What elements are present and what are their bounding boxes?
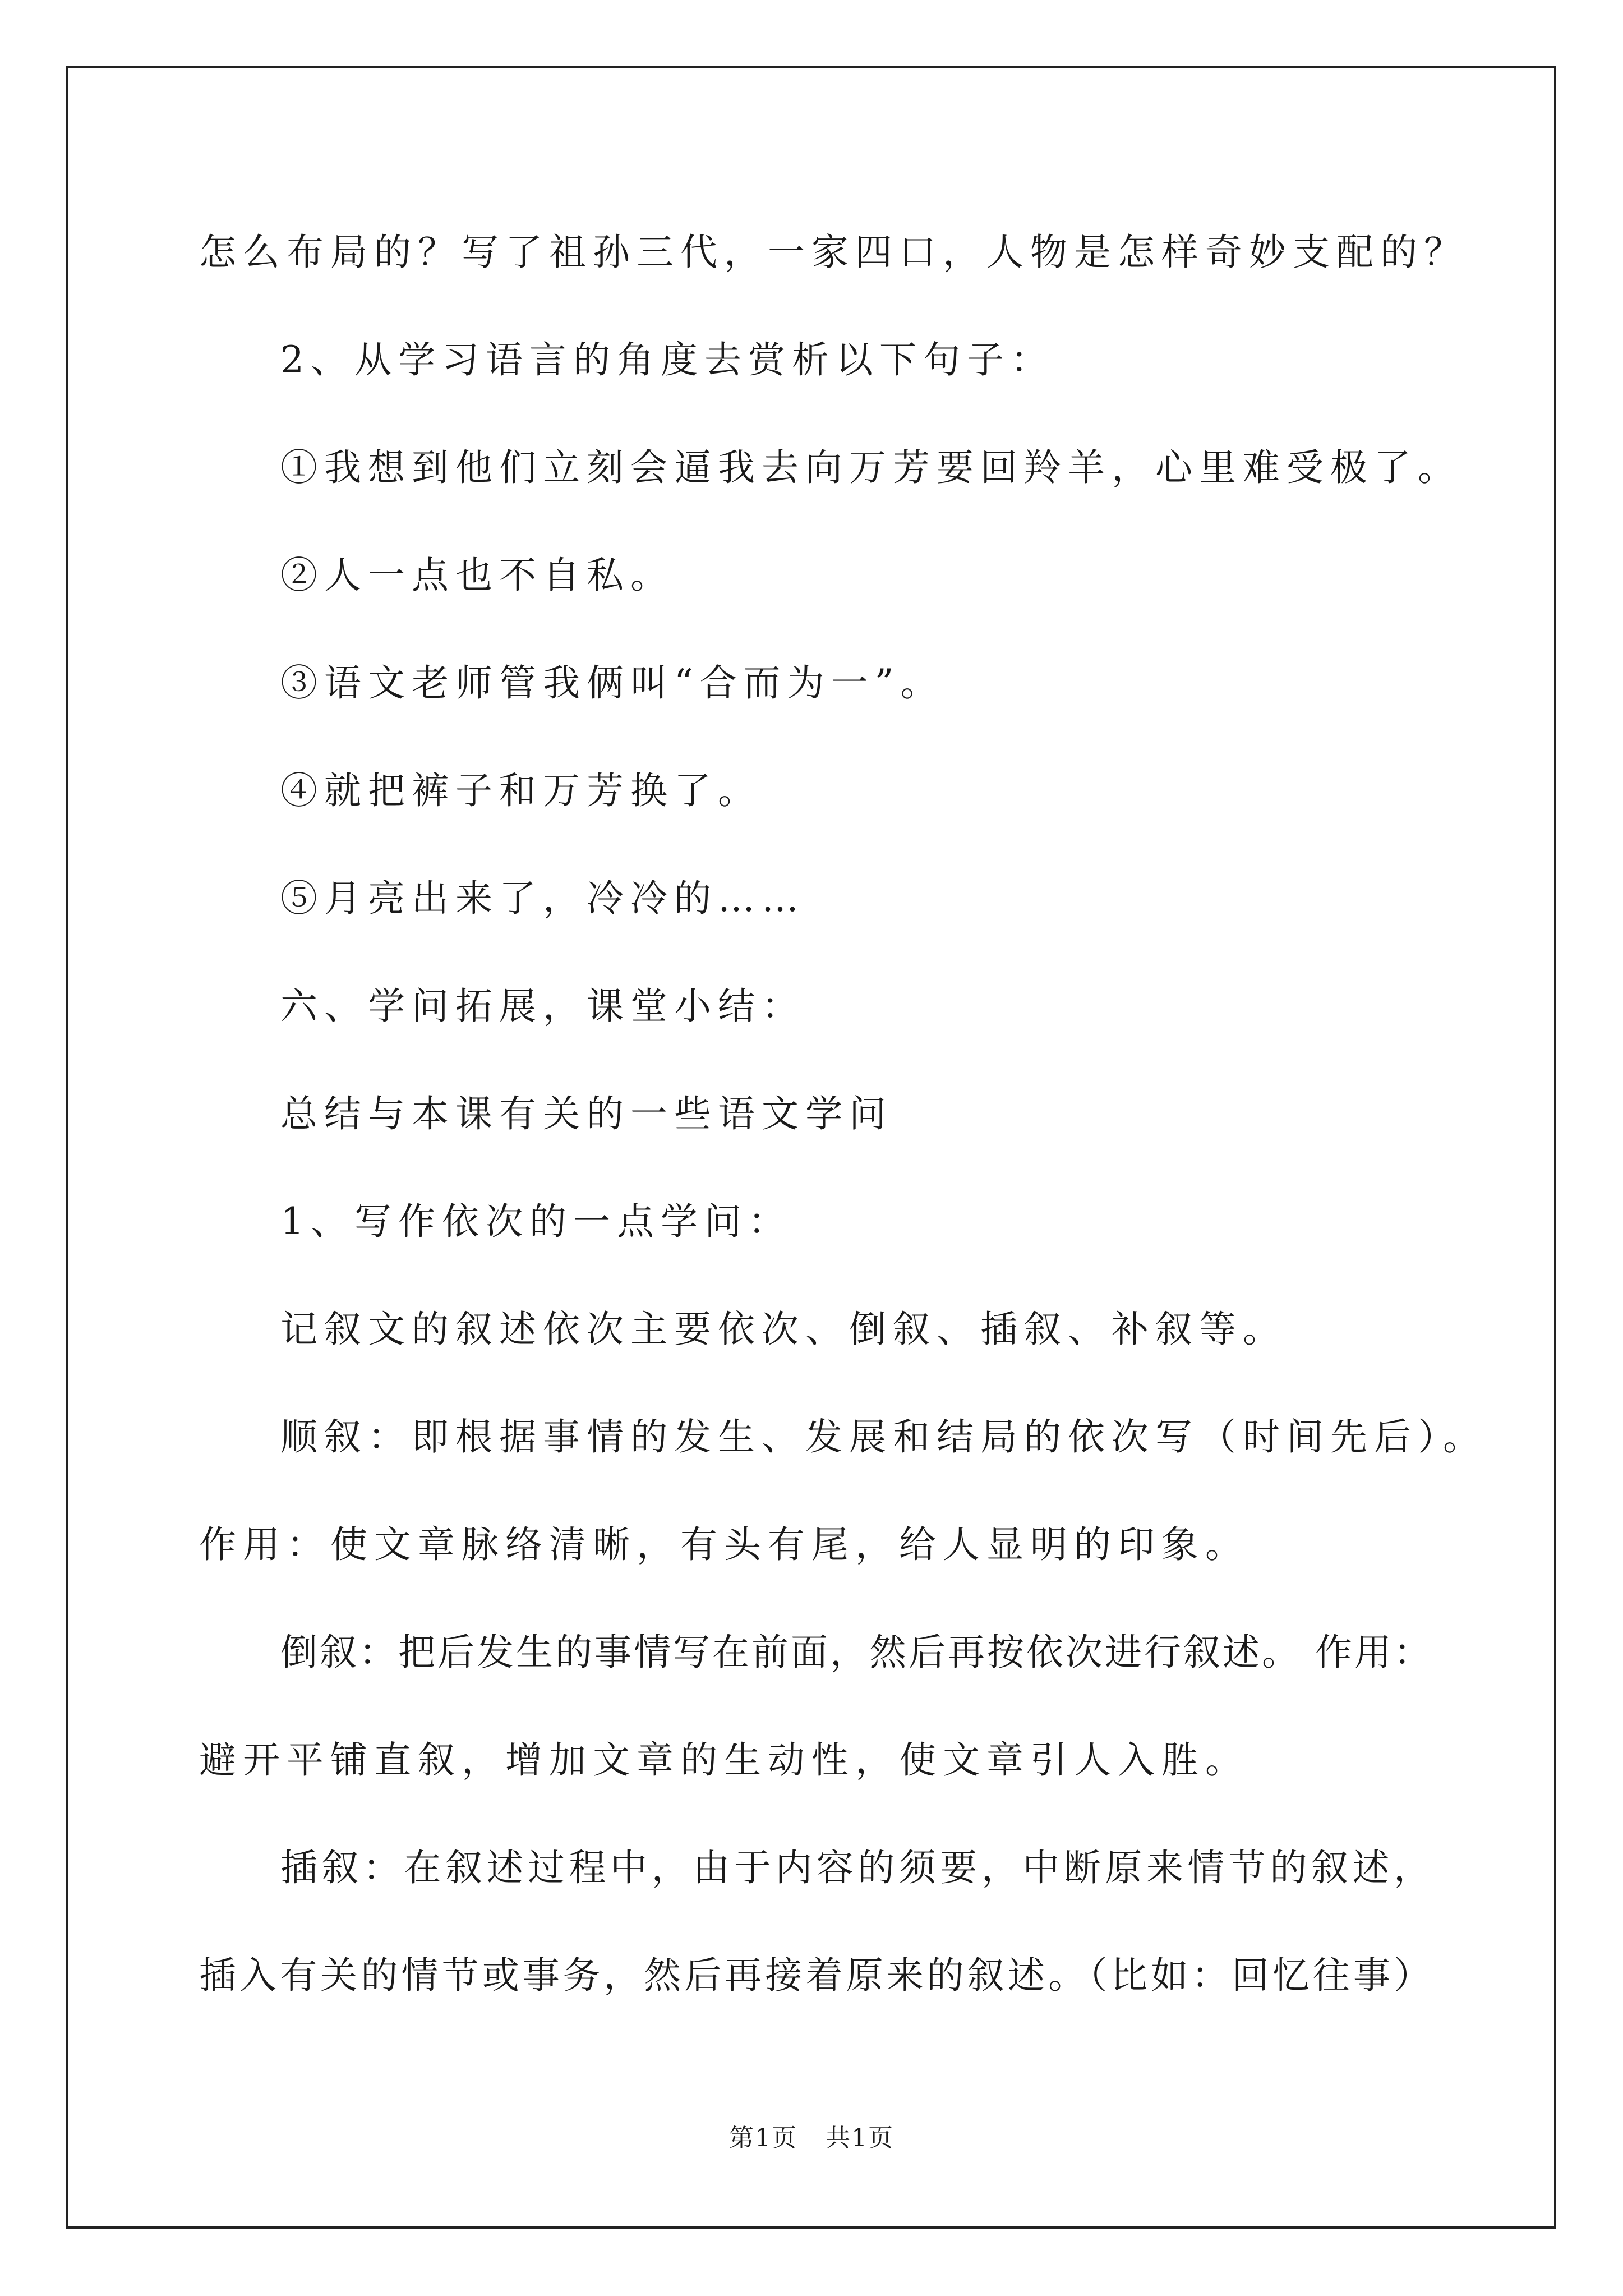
text-line: ③语文老师管我俩叫“合而为一”。 [280,661,944,705]
text-line: 顺叙：即根据事情的发生、发展和结局的依次写（时间先后）。 [280,1415,1487,1458]
text-line: 插叙：在叙述过程中，由于内容的须要，中断原来情节的叙述， [280,1846,1433,1889]
text-line: ①我想到他们立刻会逼我去向万芳要回羚羊，心里难受极了。 [280,446,1461,489]
text-line: 避开平铺直叙，增加文章的生动性，使文章引人入胜。 [199,1738,1249,1782]
text-line: 记叙文的叙述依次主要依次、倒叙、插叙、补叙等。 [280,1308,1287,1351]
text-line: 插入有关的情节或事务，然后再接着原来的叙述。（比如：回忆往事） [199,1954,1433,1997]
text-line: 作用：使文章脉络清晰，有头有尾，给人显明的印象。 [199,1523,1249,1566]
text-line: ④就把裤子和万芳换了。 [280,769,762,812]
text-line: 怎么布局的？写了祖孙三代，一家四口，人物是怎样奇妙支配的？ [199,231,1468,274]
text-line: 总结与本课有关的一些语文学问 [280,1092,893,1135]
page-border [66,66,1556,2229]
section-heading: 六、学问拓展，课堂小结： [280,984,805,1028]
text-line: ②人一点也不自私。 [280,554,674,597]
text-line: ⑤月亮出来了，冷冷的…… [280,877,805,920]
page-footer [0,2122,1623,2155]
page-number: 第1页 [729,2124,797,2152]
text-line: 1、写作依次的一点学问： [280,1200,792,1243]
text-line: 倒叙：把后发生的事情写在前面，然后再按依次进行叙述。 作用： [280,1631,1433,1674]
text-line: 2、从学习语言的角度去赏析以下句子： [280,338,1054,381]
page-total: 共1页 [826,2124,894,2152]
